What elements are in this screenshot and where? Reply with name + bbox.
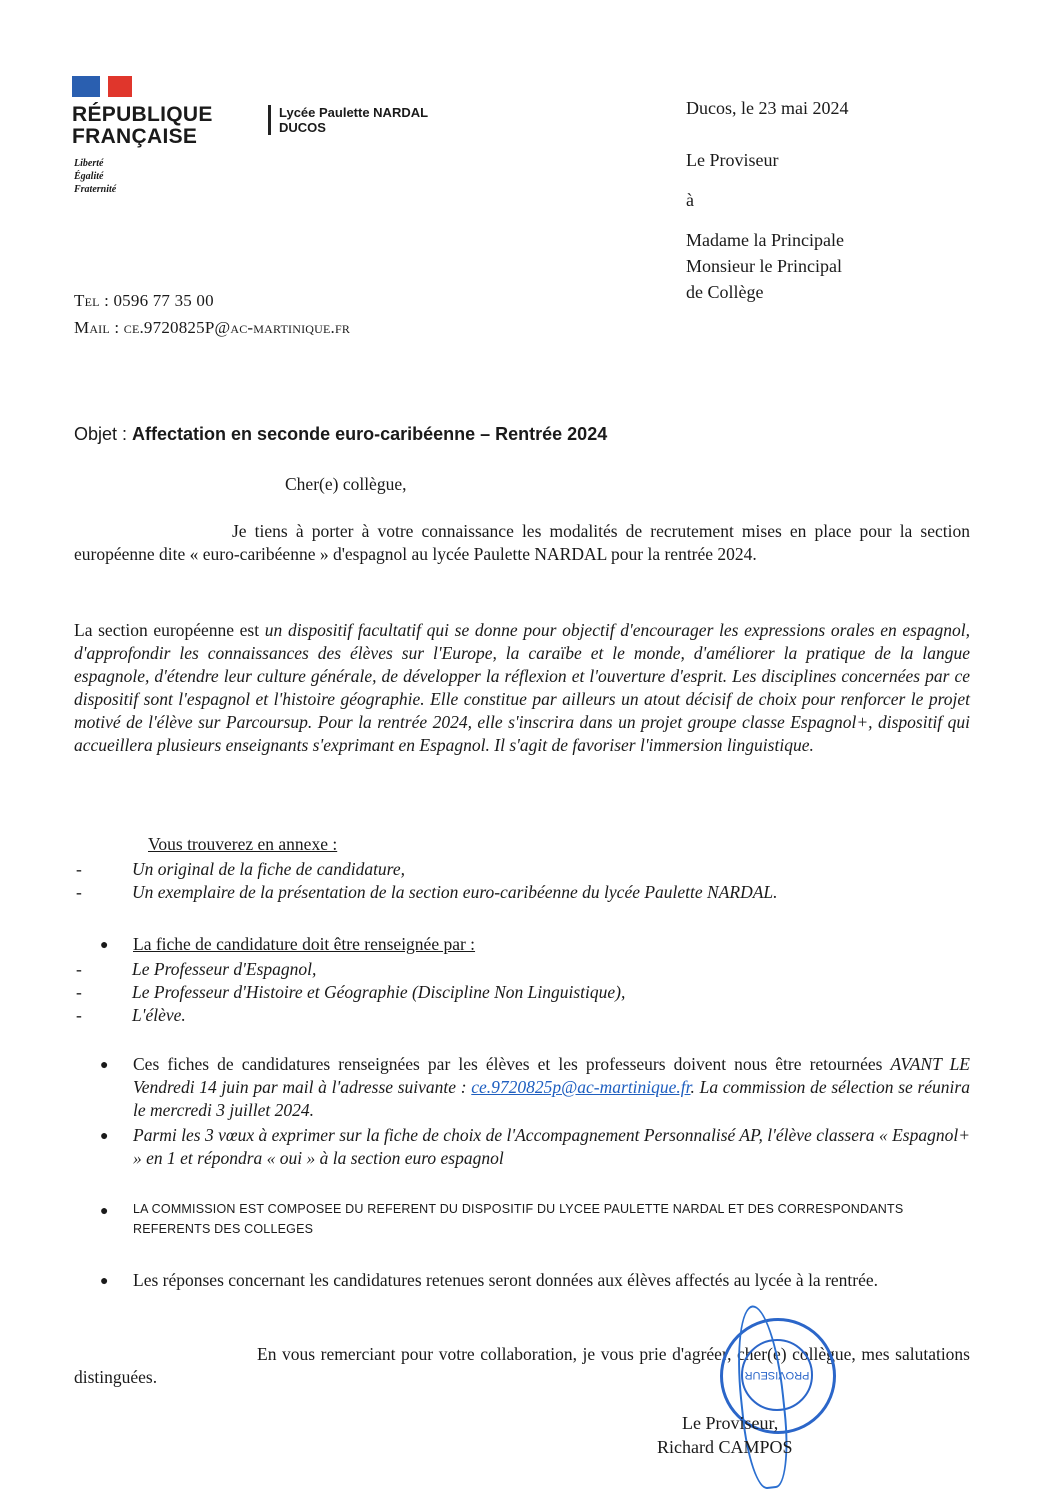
section-paragraph [74,619,970,757]
deadline-italic: AVANT LE Vendredi 14 juin par mail à l'adresse suivante : [133,1054,970,1097]
recipient-line: Monsieur le Principal [686,256,842,276]
motto [74,157,116,196]
closing-paragraph: En vous remerciant pour votre collaboration, je vous prie d'agréer, cher(e) collègue, mes salutations distinguées. [74,1344,970,1387]
section-lead: La section européenne est [74,620,265,640]
subject-text: Affectation en seconde euro-caribéenne – Rentrée 2024 [132,424,608,444]
mail-value: ce.9720825P@ac-martinique.fr [123,318,351,337]
sender: Le Proviseur [686,150,779,170]
intro-paragraph: Je tiens à porter à votre connaissance les modalités de recrutement mises en place pour la section européenne dite « euro-caribéenne » d'espagnol au lycée Paulette NARDAL pour la rentrée 2024. [74,521,970,564]
greeting: Cher(e) collègue, [285,474,407,494]
fiche-title: La fiche de candidature doit être renseignée par : [133,934,476,954]
marianne-logo [72,76,132,97]
motto-line: Fraternité [74,184,117,195]
recipients [686,227,844,305]
annex-list [74,858,974,904]
school-name: Lycée Paulette NARDAL [279,105,429,120]
tel-value: 0596 77 35 00 [113,291,214,310]
motto-line: Liberté [74,158,104,169]
recipient-line: de Collège [686,282,764,302]
fiche-item: - Le Professeur d'Histoire et Géographie (Discipline Non Linguistique), [74,981,974,1004]
fiche-item: - Le Professeur d'Espagnol, [74,958,974,981]
annex-title: Vous trouverez en annexe : [148,834,338,854]
annex-item: - Un original de la fiche de candidature, [74,858,974,881]
motto-line: Égalité [74,171,104,182]
commission-date: . La commission de sélection se réunira le mercredi 3 juillet 2024. [133,1077,970,1120]
recipient-line: Madame la Principale [686,230,844,250]
fiche-list [74,958,974,1027]
to-word: à [686,190,694,210]
republic-line-2: FRANÇAISE [72,125,198,148]
date-line: Ducos, le 23 mai 2024 [686,98,849,118]
signature-title: Le Proviseur, [682,1413,779,1433]
fiche-item: - L'élève. [74,1004,974,1027]
republic-line-1: RÉPUBLIQUE [72,103,213,126]
school-header [268,105,428,135]
bullet-voeux: Parmi les 3 vœux à exprimer sur la fiche de choix de l'Accompagnement Personnalisé AP, l'élève classera « Espagnol+ » en 1 et répondra « oui » à la section euro espagnol [133,1125,970,1168]
email-link[interactable]: ce.9720825p@ac-martinique.fr [471,1077,691,1097]
mail-line [74,318,350,338]
signature-name: Richard CAMPOS [657,1437,793,1457]
tel-label: Tel : [74,291,110,310]
bullet-icon: ● [100,1274,109,1289]
section-body: un dispositif facultatif qui se donne pour objectif d'encourager les expressions orales en espagnol, d'approfondir les connaissances des élèves sur l'Europe, la caraïbe et le monde, d'améliorer la pratique de la langue espagnole, d'étendre leur culture générale, de développer la réflexion et l'ouverture d'esprit. Les disciplines concernées par ce dispositif sont l'espagnol et l'histoire géographie. Elle constitue par ailleurs un atout décisif de choix pour renforcer le projet motivé de l'élève sur Parcoursup. Pour la rentrée 2024, elle s'inscrira dans un projet groupe classe Espagnol+, dispositif qui accueillera plusieurs enseignants s'exprimant en Espagnol. Il s'agit de favoriser l'immersion linguistique. [74,620,970,755]
annex-item: - Un exemplaire de la présentation de la section euro-caribéenne du lycée Paulette NARDAL. [74,881,974,904]
phone-line [74,291,214,311]
bullet-icon: ● [100,1204,109,1219]
deadline-text: Ces fiches de candidatures renseignées par les élèves et les professeurs doivent nous être retournées [133,1054,891,1074]
republique-francaise-wordmark [72,104,213,148]
stamp-text: PROVISEUR [741,1339,813,1411]
subject-line [74,424,607,445]
bullet-icon: ● [100,938,109,953]
bullet-deadline [133,1053,970,1122]
bullet-icon: ● [100,1058,109,1073]
mail-label: Mail : [74,318,120,337]
bullet-icon: ● [100,1129,109,1144]
subject-label: Objet : [74,424,128,444]
bullet-commission: LA COMMISSION EST COMPOSEE DU REFERENT DU DISPOSITIF DU LYCEE PAULETTE NARDAL ET DES CORRESPONDANTS REFERENTS DES COLLEGES [133,1202,904,1236]
bullet-responses: Les réponses concernant les candidatures retenues seront données aux élèves affectés au lycée à la rentrée. [133,1270,879,1290]
school-city: DUCOS [279,120,326,135]
